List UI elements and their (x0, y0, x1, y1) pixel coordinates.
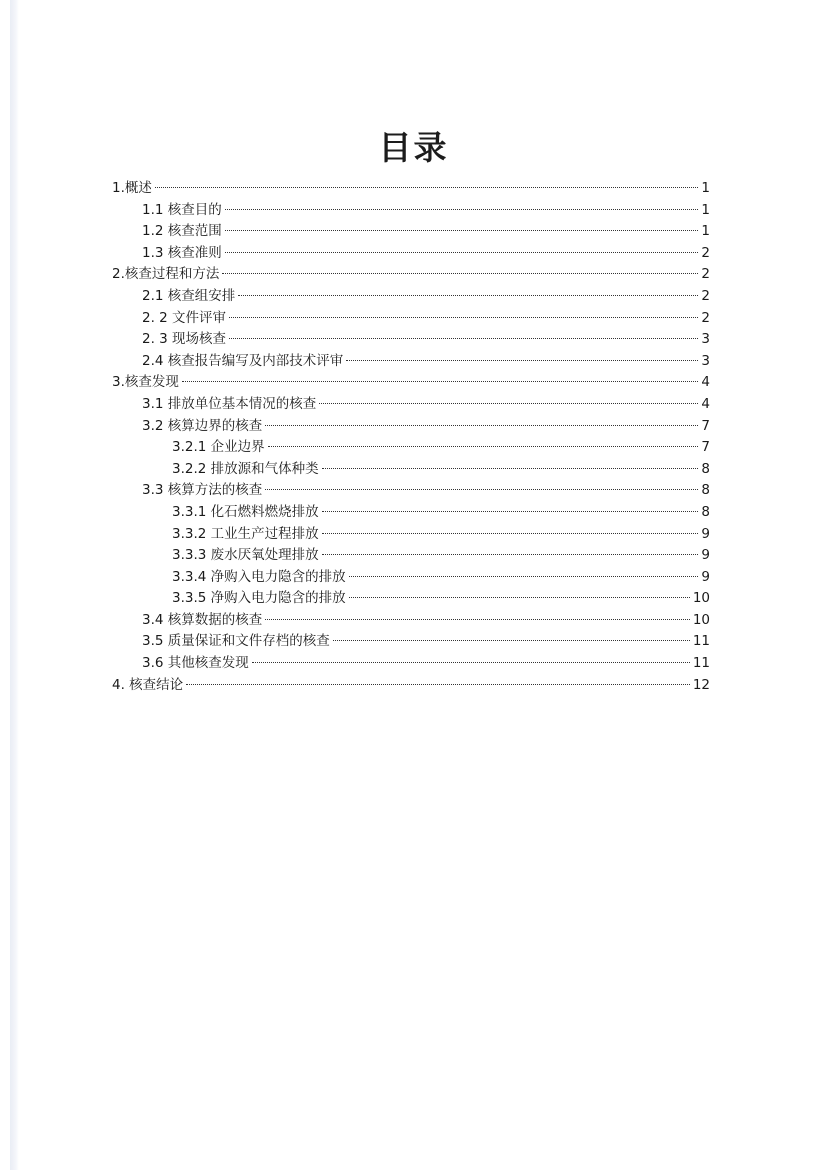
toc-entry-label: 3.3 核算方法的核查 (142, 482, 263, 499)
toc-entry-label: 3.3.5 净购入电力隐含的排放 (172, 590, 346, 607)
table-of-contents (112, 178, 710, 696)
toc-dot-leader (186, 684, 690, 685)
toc-entry-label: 3.5 质量保证和文件存档的核查 (142, 633, 330, 650)
toc-entry-page-number: 10 (692, 611, 710, 628)
toc-dot-leader (229, 317, 698, 318)
toc-dot-leader (322, 554, 699, 555)
toc-entry[interactable] (112, 545, 710, 567)
toc-entry-page-number: 12 (692, 676, 710, 693)
toc-entry[interactable] (112, 675, 710, 697)
toc-dot-leader (265, 425, 698, 426)
toc-entry-page-number: 2 (701, 309, 710, 326)
toc-entry[interactable] (112, 200, 710, 222)
toc-entry-label: 1.概述 (112, 180, 152, 196)
toc-entry[interactable] (112, 437, 710, 459)
toc-dot-leader (322, 533, 699, 534)
toc-entry-label: 3.核查发现 (112, 374, 179, 391)
scan-edge-shadow (10, 0, 19, 1170)
toc-entry-label: 1.1 核查目的 (142, 201, 222, 218)
page-title: 目录 (378, 128, 449, 168)
toc-entry-page-number: 2 (701, 244, 710, 261)
toc-entry-label: 3.4 核算数据的核查 (142, 611, 263, 628)
toc-entry-page-number: 4 (701, 374, 710, 391)
toc-entry-page-number: 2 (701, 287, 710, 304)
toc-entry-label: 3.3.1 化石燃料燃烧排放 (172, 503, 319, 520)
toc-entry-label: 1.3 核查准则 (142, 244, 222, 261)
toc-dot-leader (349, 576, 699, 577)
toc-entry[interactable] (112, 567, 710, 589)
toc-entry-label: 3.3.4 净购入电力隐含的排放 (172, 568, 346, 585)
toc-entry-label: 2.4 核查报告编写及内部技术评审 (142, 352, 344, 369)
toc-dot-leader (238, 295, 698, 296)
toc-entry[interactable] (112, 221, 710, 243)
toc-entry-label: 3.3.3 废水厌氧处理排放 (172, 547, 319, 564)
toc-dot-leader (349, 597, 690, 598)
toc-entry[interactable] (112, 286, 710, 308)
toc-entry-label: 3.2 核算边界的核查 (142, 417, 263, 434)
toc-entry-label: 2.1 核查组安排 (142, 287, 236, 304)
toc-dot-leader (222, 273, 698, 274)
toc-entry-page-number: 7 (701, 439, 710, 456)
toc-dot-leader (265, 619, 690, 620)
toc-entry[interactable] (112, 610, 710, 632)
toc-entry-page-number: 10 (692, 590, 710, 607)
toc-entry-page-number: 2 (701, 266, 710, 283)
toc-entry[interactable] (112, 653, 710, 675)
toc-dot-leader (225, 230, 699, 231)
toc-entry-label: 3.3.2 工业生产过程排放 (172, 525, 319, 542)
toc-dot-leader (319, 403, 698, 404)
toc-entry-page-number: 8 (701, 460, 710, 477)
toc-dot-leader (225, 209, 699, 210)
toc-dot-leader (182, 381, 699, 382)
toc-entry-label: 2.核查过程和方法 (112, 266, 220, 283)
toc-entry-page-number: 11 (692, 633, 710, 650)
toc-entry-page-number: 9 (701, 547, 710, 564)
toc-dot-leader (268, 446, 699, 447)
toc-entry-label: 4. 核查结论 (112, 676, 184, 693)
toc-entry[interactable] (112, 480, 710, 502)
toc-dot-leader (225, 252, 699, 253)
toc-entry[interactable] (112, 372, 710, 394)
toc-entry-page-number: 8 (701, 482, 710, 499)
toc-entry-page-number: 9 (701, 568, 710, 585)
toc-entry[interactable] (112, 351, 710, 373)
toc-entry-page-number: 8 (701, 503, 710, 520)
toc-dot-leader (252, 662, 690, 663)
toc-dot-leader (346, 360, 698, 361)
toc-entry[interactable] (112, 264, 710, 286)
toc-entry[interactable] (112, 243, 710, 265)
toc-entry[interactable] (112, 459, 710, 481)
toc-entry-page-number: 9 (701, 525, 710, 542)
toc-entry[interactable] (112, 178, 710, 200)
toc-entry-page-number: 3 (701, 352, 710, 369)
toc-dot-leader (155, 187, 699, 188)
toc-entry-label: 3.1 排放单位基本情况的核查 (142, 395, 317, 412)
toc-entry-label: 3.2.1 企业边界 (172, 439, 265, 456)
toc-entry[interactable] (112, 329, 710, 351)
toc-entry[interactable] (112, 524, 710, 546)
toc-entry-page-number: 4 (701, 395, 710, 412)
toc-entry[interactable] (112, 588, 710, 610)
toc-entry[interactable] (112, 502, 710, 524)
toc-entry[interactable] (112, 394, 710, 416)
toc-entry-label: 3.2.2 排放源和气体种类 (172, 460, 319, 477)
toc-dot-leader (322, 511, 699, 512)
toc-entry[interactable] (112, 416, 710, 438)
toc-dot-leader (229, 338, 698, 339)
toc-entry-page-number: 11 (692, 655, 710, 672)
toc-entry[interactable] (112, 308, 710, 330)
toc-dot-leader (333, 640, 690, 641)
toc-entry-label: 1.2 核查范围 (142, 223, 222, 240)
toc-entry-page-number: 3 (701, 331, 710, 348)
toc-entry-page-number: 1 (701, 180, 710, 196)
toc-entry[interactable] (112, 631, 710, 653)
toc-entry-page-number: 7 (701, 417, 710, 434)
toc-entry-page-number: 1 (701, 201, 710, 218)
toc-entry-page-number: 1 (701, 223, 710, 240)
toc-dot-leader (322, 468, 699, 469)
toc-entry-label: 3.6 其他核查发现 (142, 655, 249, 672)
toc-entry-label: 2. 3 现场核查 (142, 331, 227, 348)
toc-entry-label: 2. 2 文件评审 (142, 309, 227, 326)
toc-dot-leader (265, 489, 698, 490)
